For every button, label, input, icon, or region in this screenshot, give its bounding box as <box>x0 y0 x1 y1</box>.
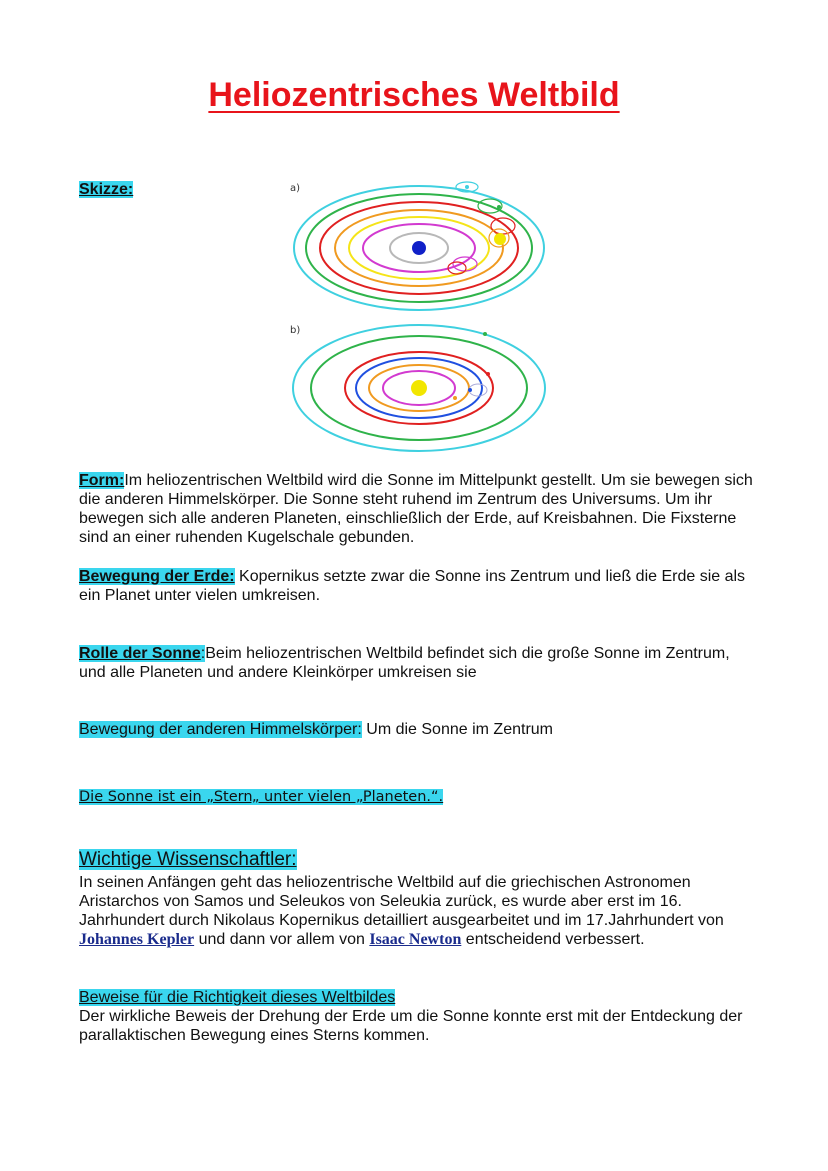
rolle-sonne-colon: : <box>200 645 206 662</box>
sonne-stern-text: Die Sonne ist ein „Stern„ unter vielen „Planeten.“. <box>79 789 444 805</box>
planet-dot <box>453 396 457 400</box>
sun-icon <box>494 233 506 245</box>
bewegung-erde-paragraph <box>79 567 759 605</box>
sun-center-icon <box>411 380 427 396</box>
bewegung-andere-paragraph <box>79 720 759 739</box>
rolle-sonne-label: Rolle der Sonne <box>79 645 201 662</box>
form-paragraph <box>79 471 759 547</box>
beweise-heading: Beweise für die Richtigkeit dieses Weltbildes <box>79 989 396 1006</box>
beweise-text: Der wirkliche Beweis der Drehung der Erde um die Sonne konnte erst mit der Entdeckung der parallaktischen Bewegung eines Sterns kommen. <box>79 1008 743 1044</box>
figure-a-epicycles <box>448 182 515 274</box>
solar-system-figure <box>285 176 555 456</box>
figure-b-label: b) <box>290 325 301 336</box>
beweise-section <box>79 988 759 1045</box>
form-text: Im heliozentrischen Weltbild wird die Sonne im Mittelpunkt gestellt. Um sie bewegen sich die anderen Himmelskörper. Die Sonne steht ruhend im Zentrum des Universums. Um ihr bewegen sich alle anderen Planeten, einschließlich der Erde, auf Kreisbahnen. Die Fixsterne sind an einer ruhenden Kugelschale gebunden. <box>79 472 753 546</box>
planet-dot <box>486 372 490 376</box>
wissenschaftler-heading: Wichtige Wissenschaftler: <box>79 849 297 870</box>
bewegung-andere-label: Bewegung der anderen Himmelskörper: <box>79 721 362 738</box>
kepler-link[interactable]: Johannes Kepler <box>79 931 195 948</box>
figure-a-label: a) <box>290 183 301 194</box>
wissenschaftler-section <box>79 850 759 870</box>
planet-dot <box>465 185 469 189</box>
skizze-label-text: Skizze: <box>79 181 134 198</box>
newton-link[interactable]: Isaac Newton <box>369 931 462 948</box>
planet-dot <box>468 388 472 392</box>
rolle-sonne-text: Beim heliozentrischen Weltbild befindet sich die große Sonne im Zentrum, und alle Planeten und andere Kleinkörper umkreisen sie <box>79 645 730 681</box>
page-title: Heliozentrisches Weltbild <box>208 76 620 114</box>
wissenschaftler-text-3: entscheidend verbessert. <box>461 931 645 948</box>
earth-center-icon <box>412 241 426 255</box>
bewegung-erde-text: Kopernikus setzte zwar die Sonne ins Zentrum und ließ die Erde sie als ein Planet unter vielen umkreisen. <box>79 568 746 604</box>
rolle-sonne-paragraph <box>79 644 759 682</box>
wissenschaftler-text-1: In seinen Anfängen geht das heliozentrische Weltbild auf die griechischen Astronomen Aristarchos von Samos und Seleukos von Seleukia zurück, es wurde aber erst im 16. Jahrhundert durch Nikolaus Kopernikus detailliert ausgearbeitet und im 17.Jahrhundert von <box>79 874 724 929</box>
wissenschaftler-text-2: und dann vor allem von <box>194 931 370 948</box>
bewegung-andere-text: Um die Sonne im Zentrum <box>361 721 553 738</box>
planet-dot <box>483 332 487 336</box>
planet-dot <box>497 205 501 209</box>
wissenschaftler-paragraph <box>79 873 759 949</box>
form-label: Form: <box>79 472 125 489</box>
bewegung-erde-label: Bewegung der Erde: <box>79 568 235 585</box>
sonne-stern-paragraph <box>79 787 759 807</box>
skizze-label <box>79 181 133 199</box>
